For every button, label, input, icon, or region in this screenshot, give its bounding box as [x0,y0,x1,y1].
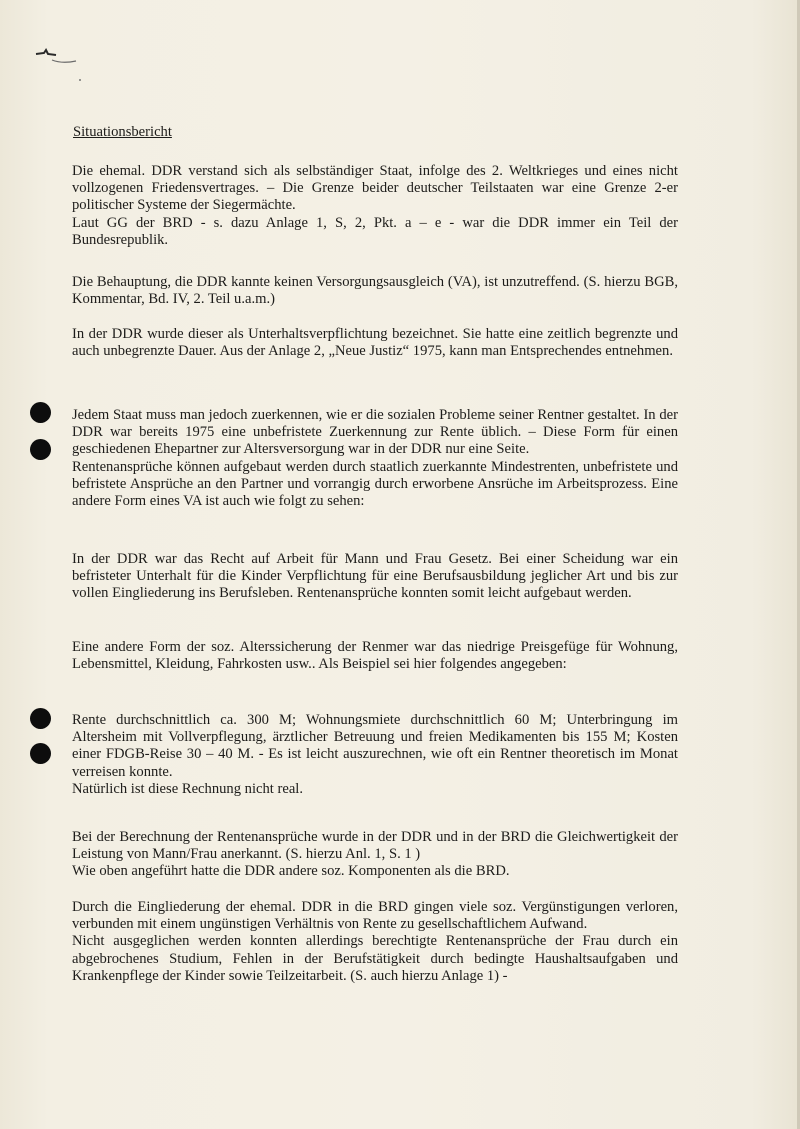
paragraph: Die Behauptung, die DDR kannte keinen Versorgungsausgleich (VA), ist unzutreffend. (S. hierzu BGB, Kommentar, Bd. IV, 2. Teil u.a.m.) [72,274,678,308]
paragraph-block [72,407,678,510]
paragraph-block [72,899,678,985]
paragraph: Durch die Eingliederung der ehemal. DDR in die BRD gingen viele soz. Vergünstigungen verloren, verbunden mit einem ungünstigen Verhältnis von Rente zu gesellschaftlichem Aufwand. [72,899,678,933]
paragraph: Jedem Staat muss man jedoch zuerkennen, wie er die sozialen Probleme seiner Rentner gestaltet. In der DDR war bereits 1975 eine unbefristete Zuerkennung zur Rente üblich. – Diese Form für einen geschiedenen Ehepartner zur Altersversorgung war in der DDR nur eine Seite. [72,407,678,458]
paragraph: Laut GG der BRD - s. dazu Anlage 1, S, 2, Pkt. a – e - war die DDR immer ein Teil der Bundesrepublik. [72,214,678,248]
paragraph: Rentenansprüche können aufgebaut werden durch staatlich zuerkannte Mindestrenten, unbefristete und befristete Ansprüche an den Partner und vorrangig durch erworbene Ansrüche im Arbeitsprozess. Eine andere Form eines VA ist auch wie folgt zu sehen: [72,458,678,510]
paragraph-block [72,639,678,673]
paragraph: Rente durchschnittlich ca. 300 M; Wohnungsmiete durchschnittlich 60 M; Unterbringung im Altersheim mit Vollverpflegung, ärztlicher Betreuung und freien Medikamenten bis 155 M; Kosten einer FDGB-Reise 30 – 40 M. - Es ist leicht auszurechnen, wie oft ein Rentner theoretisch im Monat verreisen konnte. [72,712,678,780]
paragraph: Bei der Berechnung der Rentenansprüche wurde in der DDR und in der BRD die Gleichwertigkeit der Leistung von Mann/Frau anerkannt. (S. hierzu Anl. 1, S. 1 ) [72,829,678,863]
paragraph: Eine andere Form der soz. Alterssicherung der Renmer war das niedrige Preisgefüge für Wohnung, Lebensmittel, Kleidung, Fahrkosten usw.. Als Beispiel sei hier folgendes angegeben: [72,639,678,673]
paragraph-block [72,712,678,798]
paragraph: In der DDR wurde dieser als Unterhaltsverpflichtung bezeichnet. Sie hatte eine zeitlich begrenzte und auch unbegrenzte Dauer. Aus der Anlage 2, „Neue Justiz“ 1975, kann man Entsprechendes entnehmen. [72,326,678,360]
punch-hole-icon [30,708,51,729]
paragraph: Natürlich ist diese Rechnung nicht real. [72,780,303,797]
paragraph-block [72,274,678,308]
punch-hole-icon [30,439,51,460]
paragraph: Nicht ausgeglichen werden konnten allerdings berechtigte Rentenansprüche der Frau durch ein abgebrochenes Studium, Fehlen in der Berufstätigkeit durch bedingte Haushaltsaufgaben und Krankenpflege der Kinder sowie Teilzeitarbeit. (S. auch hierzu Anlage 1) - [72,933,678,984]
paragraph-block [72,551,678,603]
punch-hole-icon [30,402,51,423]
paragraph-block [72,829,678,881]
paragraph-block [72,163,678,249]
paragraph: Wie oben angeführt hatte die DDR andere soz. Komponenten als die BRD. [72,863,510,880]
paragraph-block [72,326,678,360]
paragraph: Die ehemal. DDR verstand sich als selbständiger Staat, infolge des 2. Weltkrieges und eines nicht vollzogenen Friedensvertrages. – Die Grenze beider deutscher Teilstaaten war eine Grenze 2-er politischer Systeme der Siegermächte. [72,163,678,214]
scan-mark-icon [34,44,86,84]
document-title: Situationsbericht [73,124,172,140]
punch-hole-icon [30,743,51,764]
paragraph: In der DDR war das Recht auf Arbeit für Mann und Frau Gesetz. Bei einer Scheidung war ein befristeter Unterhalt für die Kinder Verpflichtung für eine Berufsausbildung jeglicher Art und bis zur vollen Eingliederung ins Berufsleben. Rentenansprüche konnten somit leicht aufgebaut werden. [72,551,678,602]
